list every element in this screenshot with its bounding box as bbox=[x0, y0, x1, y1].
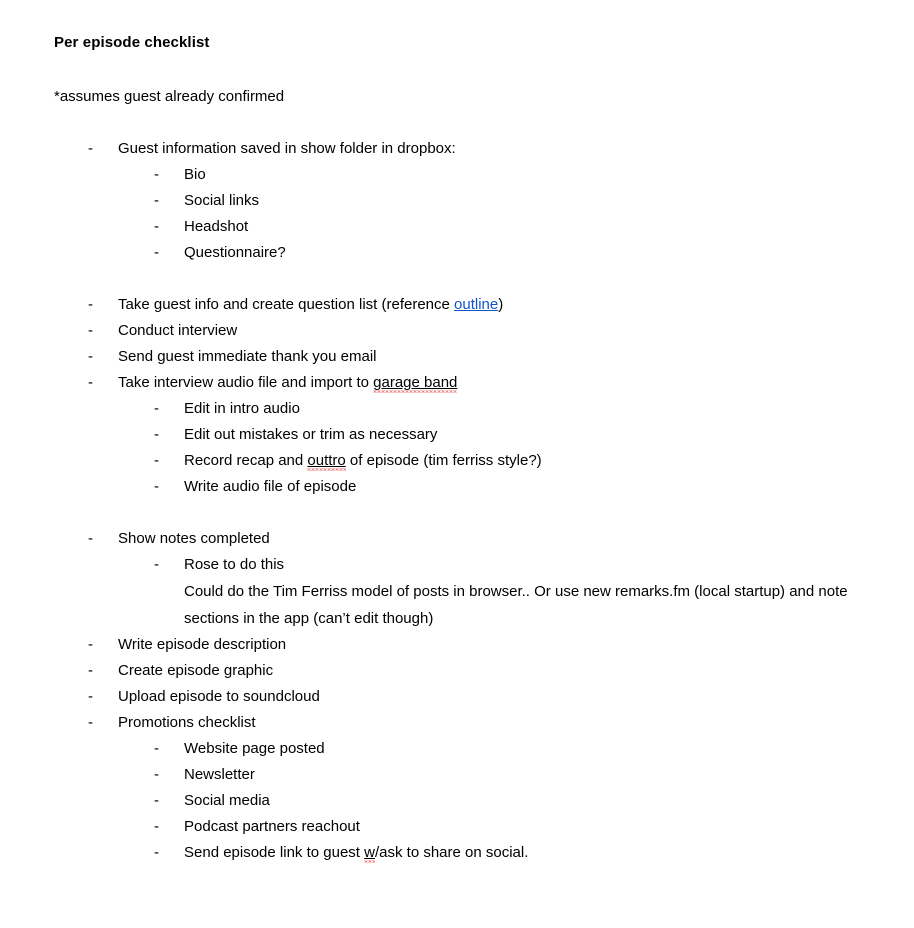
bullet-dash-icon: - bbox=[154, 556, 159, 573]
text-run: Record recap and bbox=[184, 452, 308, 469]
list-item bbox=[54, 684, 874, 710]
bullet-dash-icon: - bbox=[88, 322, 93, 339]
bullet-dash-icon: - bbox=[154, 426, 159, 443]
list-item-label: Send guest immediate thank you email bbox=[118, 348, 377, 365]
spellcheck-error-text[interactable]: garage band bbox=[373, 374, 457, 394]
bullet-dash-icon: - bbox=[154, 478, 159, 495]
list-item bbox=[54, 632, 874, 658]
list-item-label: Social media bbox=[184, 792, 270, 809]
list-item-label bbox=[184, 448, 874, 474]
list-item bbox=[54, 840, 874, 866]
list-item-label: Write episode description bbox=[118, 636, 287, 653]
bullet-dash-icon: - bbox=[154, 844, 159, 861]
list-item-label: Podcast partners reachout bbox=[184, 818, 360, 835]
list-item bbox=[54, 240, 874, 266]
list-item bbox=[54, 344, 874, 370]
bullet-dash-icon: - bbox=[88, 688, 93, 705]
list-item-label: Rose to do this bbox=[184, 556, 285, 573]
list-item bbox=[54, 658, 874, 684]
bullet-dash-icon: - bbox=[154, 166, 159, 183]
checklist-group bbox=[54, 266, 874, 500]
list-item bbox=[54, 814, 874, 840]
list-item-label bbox=[118, 370, 874, 396]
list-item-label: Write audio file of episode bbox=[184, 478, 357, 495]
text-run: /ask to share on social. bbox=[374, 844, 529, 861]
list-item bbox=[54, 736, 874, 762]
list-item bbox=[54, 422, 874, 448]
list-item bbox=[54, 710, 874, 736]
list-item bbox=[54, 370, 874, 396]
bullet-dash-icon: - bbox=[154, 766, 159, 783]
list-item bbox=[54, 526, 874, 552]
bullet-dash-icon: - bbox=[154, 818, 159, 835]
list-item bbox=[54, 552, 874, 578]
bullet-dash-icon: - bbox=[154, 400, 159, 417]
list-item-label: Edit out mistakes or trim as necessary bbox=[184, 426, 438, 443]
list-item-label: Social links bbox=[184, 192, 260, 209]
list-item-label bbox=[184, 840, 874, 866]
list-item-label: Upload episode to soundcloud bbox=[118, 688, 320, 705]
text-run: Take interview audio file and import to bbox=[118, 374, 374, 391]
spellcheck-error-text[interactable]: w bbox=[364, 844, 375, 864]
bullet-dash-icon: - bbox=[88, 374, 93, 391]
text-run: Send episode link to guest bbox=[184, 844, 365, 861]
bullet-dash-icon: - bbox=[154, 452, 159, 469]
list-item-label: Promotions checklist bbox=[118, 714, 256, 731]
note-paragraph: Could do the Tim Ferriss model of posts in browser.. Or use new remarks.fm (local startup) and note sections in the app (can’t edit though) bbox=[184, 583, 848, 627]
checklist-body bbox=[54, 110, 874, 866]
checklist-group bbox=[54, 500, 874, 866]
text-run: of episode (tim ferriss style?) bbox=[345, 452, 542, 469]
list-item-label: Conduct interview bbox=[118, 322, 238, 339]
list-item-label: Questionnaire? bbox=[184, 244, 286, 261]
list-item bbox=[54, 396, 874, 422]
bullet-dash-icon: - bbox=[88, 636, 93, 653]
bullet-dash-icon: - bbox=[154, 740, 159, 757]
list-item-label: Website page posted bbox=[184, 740, 325, 757]
list-item bbox=[54, 162, 874, 188]
bullet-dash-icon: - bbox=[88, 348, 93, 365]
bullet-dash-icon: - bbox=[154, 792, 159, 809]
list-item-label: Create episode graphic bbox=[118, 662, 274, 679]
bullet-dash-icon: - bbox=[88, 714, 93, 731]
list-item-label: Bio bbox=[184, 166, 206, 183]
list-item bbox=[54, 474, 874, 500]
list-item bbox=[54, 214, 874, 240]
intro-note: *assumes guest already confirmed bbox=[54, 88, 285, 105]
inline-hyperlink[interactable]: outline bbox=[454, 296, 499, 313]
bullet-dash-icon: - bbox=[88, 296, 93, 313]
spellcheck-error-text[interactable]: outtro bbox=[307, 452, 345, 472]
list-item bbox=[54, 188, 874, 214]
bullet-dash-icon: - bbox=[154, 192, 159, 209]
text-run: Take guest info and create question list (reference bbox=[118, 296, 455, 313]
list-item-label: Show notes completed bbox=[118, 530, 270, 547]
list-item bbox=[54, 788, 874, 814]
text-run: ) bbox=[498, 296, 504, 313]
bullet-dash-icon: - bbox=[88, 140, 93, 157]
bullet-dash-icon: - bbox=[88, 662, 93, 679]
list-item-label: Edit in intro audio bbox=[184, 400, 300, 417]
list-item-label: Headshot bbox=[184, 218, 249, 235]
list-item-label bbox=[118, 292, 874, 318]
list-item bbox=[54, 762, 874, 788]
list-item bbox=[54, 318, 874, 344]
list-item-label: Guest information saved in show folder in dropbox: bbox=[118, 140, 456, 157]
list-item bbox=[54, 136, 874, 162]
bullet-dash-icon: - bbox=[154, 218, 159, 235]
bullet-dash-icon: - bbox=[154, 244, 159, 261]
checklist-group bbox=[54, 110, 874, 266]
list-item bbox=[54, 292, 874, 318]
page-title: Per episode checklist bbox=[54, 34, 210, 51]
list-item bbox=[54, 448, 874, 474]
bullet-dash-icon: - bbox=[88, 530, 93, 547]
list-item-label: Newsletter bbox=[184, 766, 255, 783]
